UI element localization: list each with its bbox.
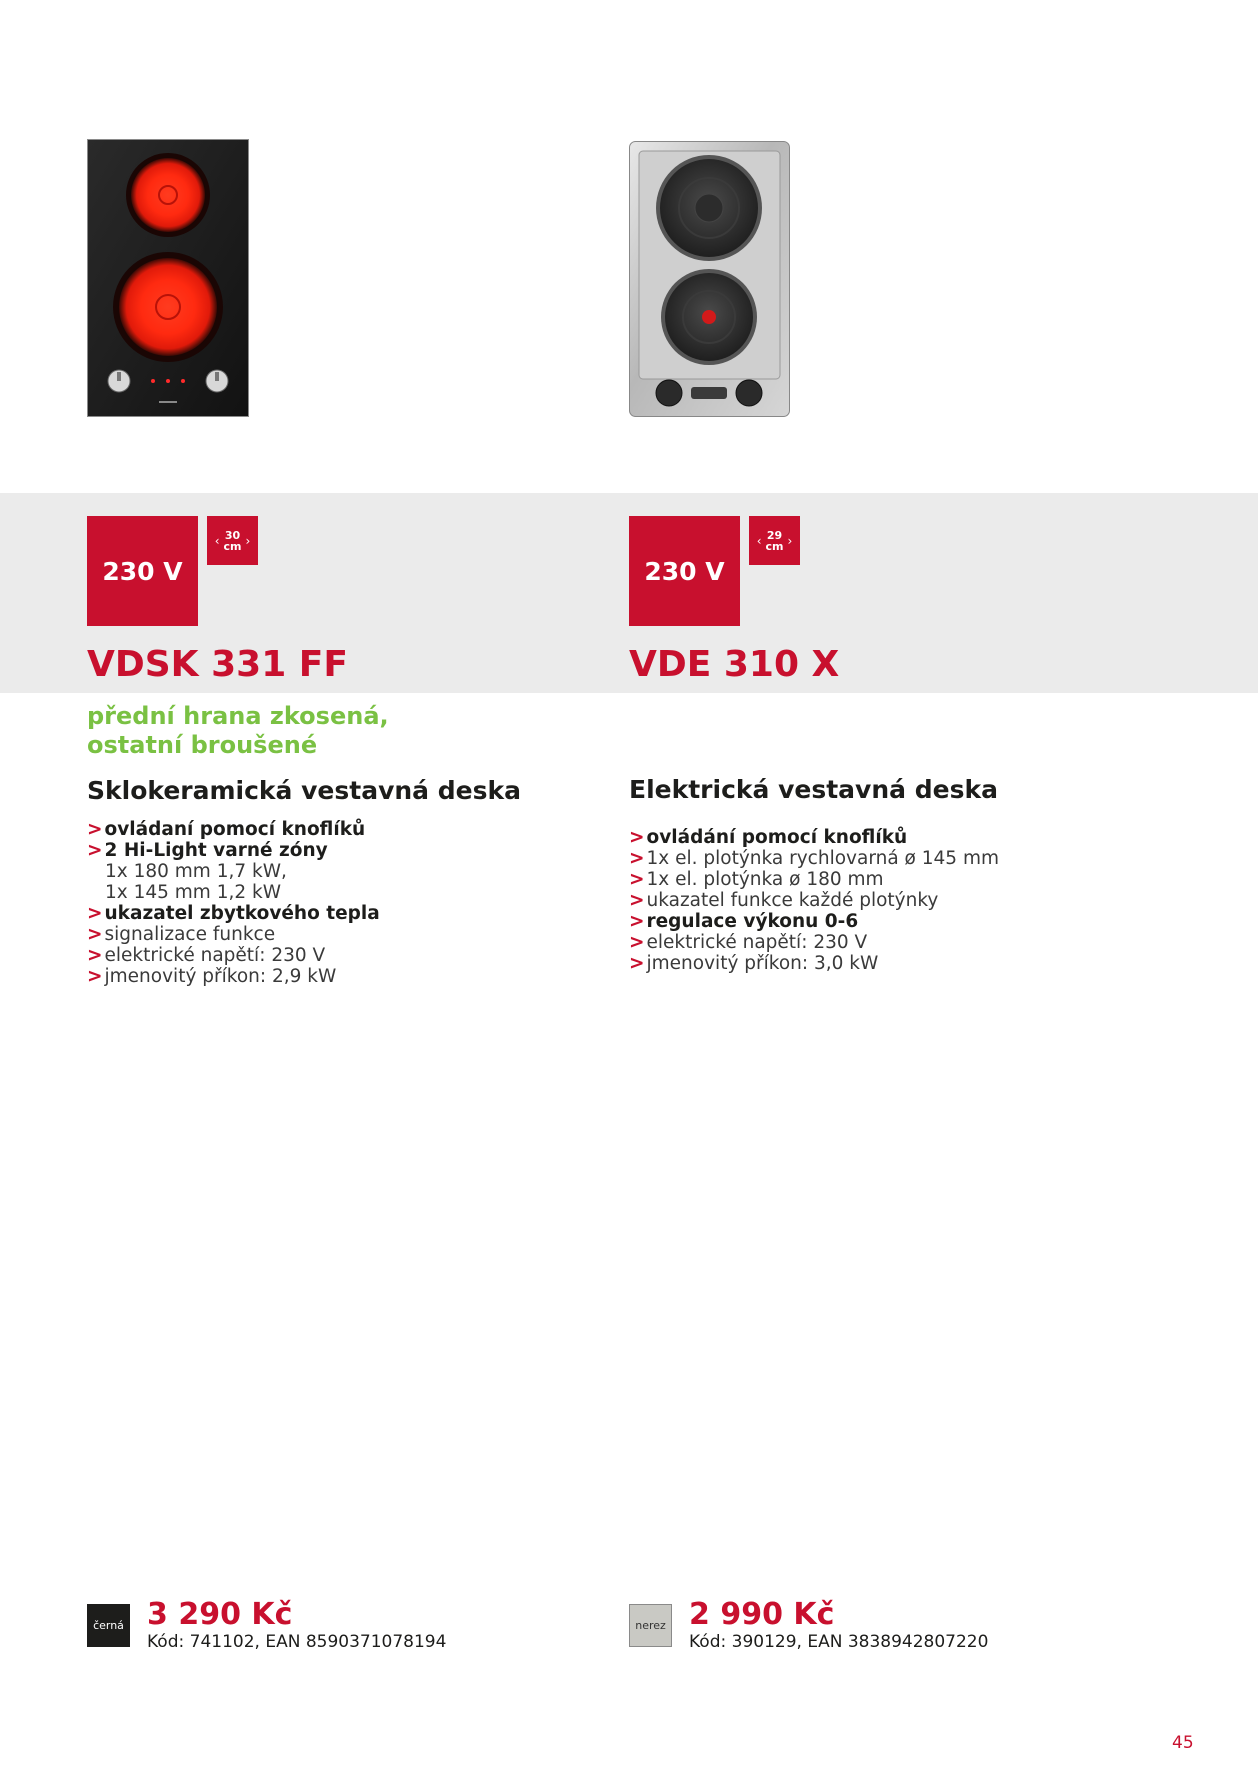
arrow-marker-icon: > (629, 953, 645, 974)
feature-item: > elektrické napětí: 230 V (629, 932, 868, 953)
product-card-vde-310-x (629, 0, 1109, 1785)
feature-item: > ukazatel funkce každé plotýnky (629, 890, 939, 911)
feature-list (629, 827, 999, 974)
feature-list (87, 819, 380, 987)
chevron-right-icon: › (245, 533, 251, 548)
feature-item: > jmenovitý příkon: 2,9 kW (87, 966, 337, 987)
width-value: 29 (766, 528, 783, 542)
chevron-right-icon: › (787, 533, 793, 548)
feature-item: > regulace výkonu 0-6 (629, 911, 859, 932)
feature-item: > 2 Hi-Light varné zóny (87, 840, 328, 861)
chevron-left-icon: ‹ (756, 533, 762, 548)
product-code: Kód: 741102, EAN 8590371078194 (147, 1632, 447, 1652)
arrow-marker-icon: > (87, 903, 103, 924)
product-type: Sklokeramická vestavná deska (87, 776, 521, 805)
price: 3 290 Kč (147, 1597, 293, 1632)
glass-ceramic-hob-image (87, 139, 249, 417)
edge-note-line: přední hrana zkosená, (87, 702, 389, 730)
arrow-marker-icon: > (629, 827, 645, 848)
width-badge (207, 516, 258, 565)
edge-note (87, 702, 389, 760)
model-name: VDSK 331 FF (87, 644, 348, 685)
voltage-badge: 230 V (87, 516, 198, 626)
arrow-marker-icon: > (629, 911, 645, 932)
arrow-marker-icon: > (87, 924, 103, 945)
arrow-marker-icon: > (87, 945, 103, 966)
chevron-left-icon: ‹ (214, 533, 220, 548)
product-type: Elektrická vestavná deska (629, 775, 998, 804)
color-swatch: nerez (629, 1604, 672, 1647)
feature-item: > ovládaní pomocí knoflíků (87, 819, 366, 840)
arrow-marker-icon: > (629, 848, 645, 869)
voltage-badge: 230 V (629, 516, 740, 626)
width-unit: cm (765, 539, 784, 553)
product-code: Kód: 390129, EAN 3838942807220 (689, 1632, 989, 1652)
width-unit: cm (223, 539, 242, 553)
arrow-marker-icon: > (629, 869, 645, 890)
page-number: 45 (1172, 1733, 1194, 1753)
feature-item: > 1x el. plotýnka rychlovarná ø 145 mm (629, 848, 999, 869)
arrow-marker-icon: > (629, 932, 645, 953)
arrow-marker-icon: > (87, 966, 103, 987)
feature-item: > signalizace funkce (87, 924, 276, 945)
product-card-vdsk-331-ff (87, 0, 567, 1785)
arrow-marker-icon: > (87, 819, 103, 840)
feature-item: > jmenovitý příkon: 3,0 kW (629, 953, 879, 974)
width-value: 30 (224, 528, 241, 542)
arrow-marker-icon: > (87, 840, 103, 861)
edge-note-line: ostatní broušené (87, 731, 318, 759)
feature-item: > ukazatel zbytkového tepla (87, 903, 380, 924)
price: 2 990 Kč (689, 1597, 835, 1632)
feature-item: > ovládání pomocí knoflíků (629, 827, 908, 848)
electric-hob-image (629, 141, 790, 417)
arrow-marker-icon: > (629, 890, 645, 911)
feature-subitem: 1x 145 mm 1,2 kW (105, 882, 282, 903)
width-badge (749, 516, 800, 565)
feature-item: > 1x el. plotýnka ø 180 mm (629, 869, 884, 890)
feature-item: > elektrické napětí: 230 V (87, 945, 326, 966)
color-swatch: černá (87, 1604, 130, 1647)
model-name: VDE 310 X (629, 644, 840, 685)
feature-subitem: 1x 180 mm 1,7 kW, (105, 861, 287, 882)
